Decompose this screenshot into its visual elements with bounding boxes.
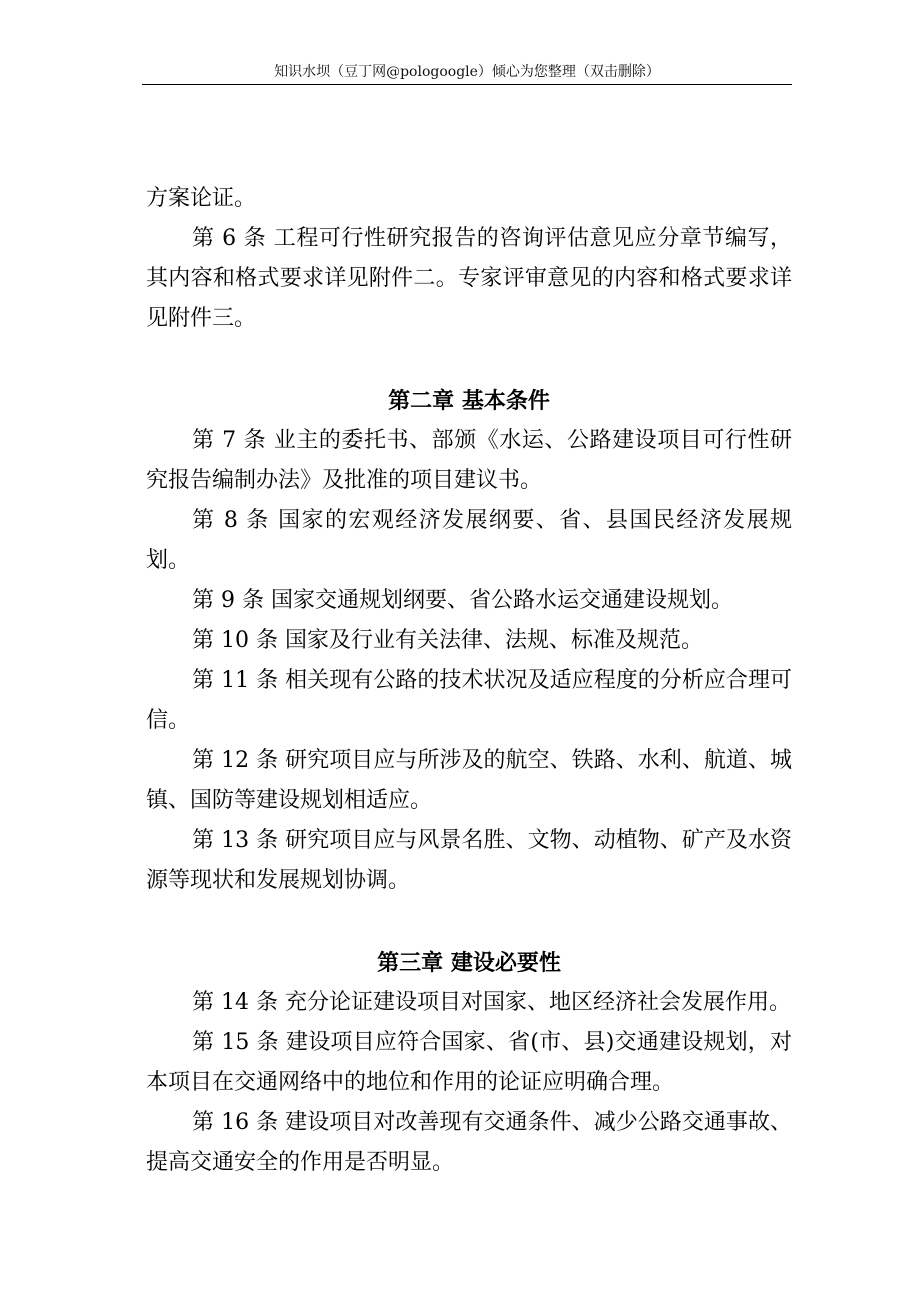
article-15: 第 15 条 建设项目应符合国家、省(市、县)交通建设规划，对本项目在交通网络中的地位和作用的论证应明确合理。 — [146, 1030, 792, 1095]
chapter-title-3: 第三章 建设必要性 — [377, 950, 561, 976]
document-body — [146, 179, 792, 1183]
page-header: 知识水坝（豆丁网@pologoogle）倾心为您整理（双击删除） — [274, 64, 660, 80]
article-7: 第 7 条 业主的委托书、部颁《水运、公路建设项目可行性研究报告编制办法》及批准的项目建议书。 — [146, 428, 792, 493]
article-12: 第 12 条 研究项目应与所涉及的航空、铁路、水利、航道、城镇、国防等建设规划相适应。 — [146, 748, 792, 813]
article-9: 第 9 条 国家交通规划纲要、省公路水运交通建设规划。 — [192, 588, 733, 613]
chapter-title-2: 第二章 基本条件 — [388, 388, 550, 414]
section-gap — [146, 339, 792, 381]
article-10: 第 10 条 国家及行业有关法律、法规、标准及规范。 — [192, 628, 703, 653]
article-13: 第 13 条 研究项目应与风景名胜、文物、动植物、矿产及水资源等现状和发展规划协调。 — [146, 828, 792, 893]
section-gap — [146, 901, 792, 943]
paragraph: 方案论证。 — [146, 186, 257, 211]
article-6: 第 6 条 工程可行性研究报告的咨询评估意见应分章节编写，其内容和格式要求详见附件二。专家评审意见的内容和格式要求详见附件三。 — [146, 226, 792, 331]
article-8: 第 8 条 国家的宏观经济发展纲要、省、县国民经济发展规划。 — [146, 508, 792, 573]
article-16: 第 16 条 建设项目对改善现有交通条件、减少公路交通事故、提高交通安全的作用是否明显。 — [146, 1110, 792, 1175]
article-14: 第 14 条 充分论证建设项目对国家、地区经济社会发展作用。 — [192, 990, 791, 1015]
header-rule — [142, 84, 792, 85]
article-11: 第 11 条 相关现有公路的技术状况及适应程度的分析应合理可信。 — [146, 668, 792, 733]
